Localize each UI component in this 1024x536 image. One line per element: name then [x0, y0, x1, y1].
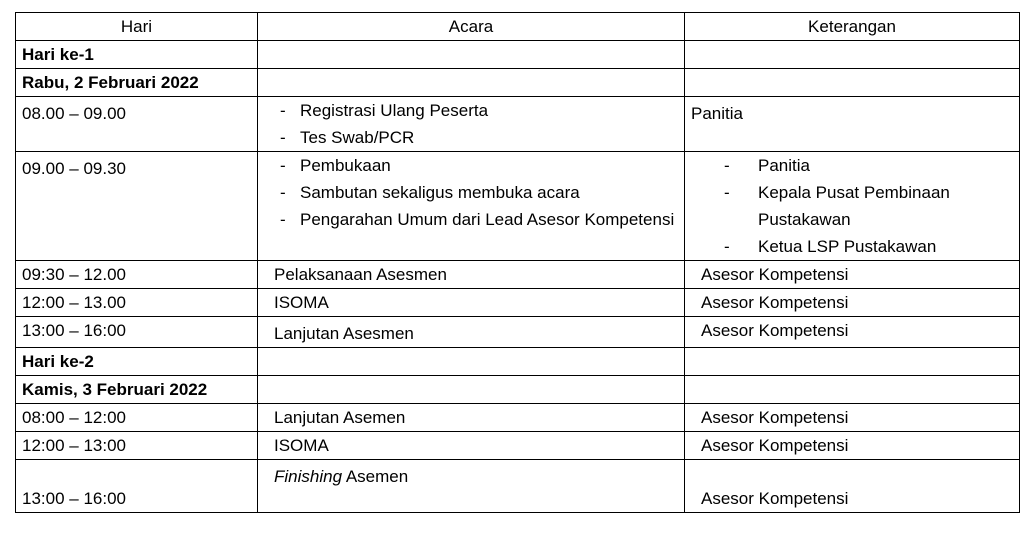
empty-cell: [685, 69, 1020, 97]
event-cell: [258, 152, 685, 261]
list-item: - Pengarahan Umum dari Lead Asesor Kompetensi: [264, 206, 678, 233]
note-cell: [685, 97, 1020, 152]
empty-cell: [258, 376, 685, 404]
day2-date-row: [16, 376, 1020, 404]
day1-date-row: [16, 69, 1020, 97]
table-row: [16, 317, 1020, 348]
note-cell: [685, 432, 1020, 460]
event-list: [264, 152, 678, 233]
day2-date: Kamis, 3 Februari 2022: [16, 376, 258, 404]
note-text: Asesor Kompetensi: [701, 321, 849, 340]
note-text: Asesor Kompetensi: [701, 489, 849, 508]
note-text: Panitia: [691, 104, 743, 123]
event-list: [264, 97, 678, 151]
list-item: - Registrasi Ulang Peserta: [264, 97, 678, 124]
list-item: - Panitia: [691, 152, 1013, 179]
time-cell: 09:30 – 12.00: [16, 261, 258, 289]
header-row: [16, 13, 1020, 41]
time-text: 13:00 – 16:00: [22, 489, 126, 508]
time-cell: 12:00 – 13:00: [16, 432, 258, 460]
list-item: - Sambutan sekaligus membuka acara: [264, 179, 678, 206]
event-cell: [258, 317, 685, 348]
note-list: [691, 152, 1013, 260]
event-cell: [258, 289, 685, 317]
table-row: [16, 460, 1020, 513]
empty-cell: [685, 376, 1020, 404]
time-cell: 12:00 – 13.00: [16, 289, 258, 317]
list-item: - Ketua LSP Pustakawan: [691, 233, 1013, 260]
list-item: - Tes Swab/PCR: [264, 124, 678, 151]
note-text: Asesor Kompetensi: [701, 408, 849, 427]
event-rest-text: Asemen: [342, 467, 409, 486]
day2-label-row: [16, 348, 1020, 376]
table-row: [16, 152, 1020, 261]
time-text: 09.00 – 09.30: [22, 159, 126, 178]
day1-label-row: [16, 41, 1020, 69]
header-keterangan: Keterangan: [685, 13, 1020, 41]
event-cell: [258, 97, 685, 152]
list-item: - Pembukaan: [264, 152, 678, 179]
table-row: [16, 97, 1020, 152]
event-text: Lanjutan Asemen: [274, 408, 406, 427]
schedule-table: [15, 12, 1020, 513]
note-text: Asesor Kompetensi: [701, 436, 849, 455]
list-item: - Kepala Pusat Pembinaan Pustakawan: [691, 179, 1013, 233]
note-cell: [685, 317, 1020, 348]
day2-label: Hari ke-2: [16, 348, 258, 376]
event-text: [264, 460, 678, 490]
time-text: 08.00 – 09.00: [22, 104, 126, 123]
time-cell: [16, 97, 258, 152]
empty-cell: [685, 41, 1020, 69]
header-hari: Hari: [16, 13, 258, 41]
event-text: ISOMA: [274, 436, 329, 455]
empty-cell: [258, 41, 685, 69]
note-cell: [685, 404, 1020, 432]
event-cell: [258, 432, 685, 460]
note-cell: [685, 152, 1020, 261]
day1-date: Rabu, 2 Februari 2022: [16, 69, 258, 97]
time-cell: [16, 152, 258, 261]
empty-cell: [258, 69, 685, 97]
empty-cell: [685, 348, 1020, 376]
table-row: [16, 261, 1020, 289]
empty-cell: [258, 348, 685, 376]
time-cell: 08:00 – 12:00: [16, 404, 258, 432]
note-text: Asesor Kompetensi: [701, 293, 849, 312]
note-cell: [685, 261, 1020, 289]
event-cell: [258, 404, 685, 432]
event-italic-text: Finishing: [274, 467, 343, 486]
table-row: [16, 289, 1020, 317]
table-row: [16, 432, 1020, 460]
event-text: ISOMA: [274, 293, 329, 312]
day1-label: Hari ke-1: [16, 41, 258, 69]
note-text: Asesor Kompetensi: [701, 265, 849, 284]
time-cell: 13:00 – 16:00: [16, 317, 258, 348]
table-row: [16, 404, 1020, 432]
note-cell: [685, 460, 1020, 513]
event-text: Lanjutan Asesmen: [274, 324, 414, 343]
header-acara: Acara: [258, 13, 685, 41]
time-cell: [16, 460, 258, 513]
event-cell: [258, 261, 685, 289]
event-cell: [258, 460, 685, 513]
event-text: Pelaksanaan Asesmen: [274, 265, 447, 284]
note-cell: [685, 289, 1020, 317]
